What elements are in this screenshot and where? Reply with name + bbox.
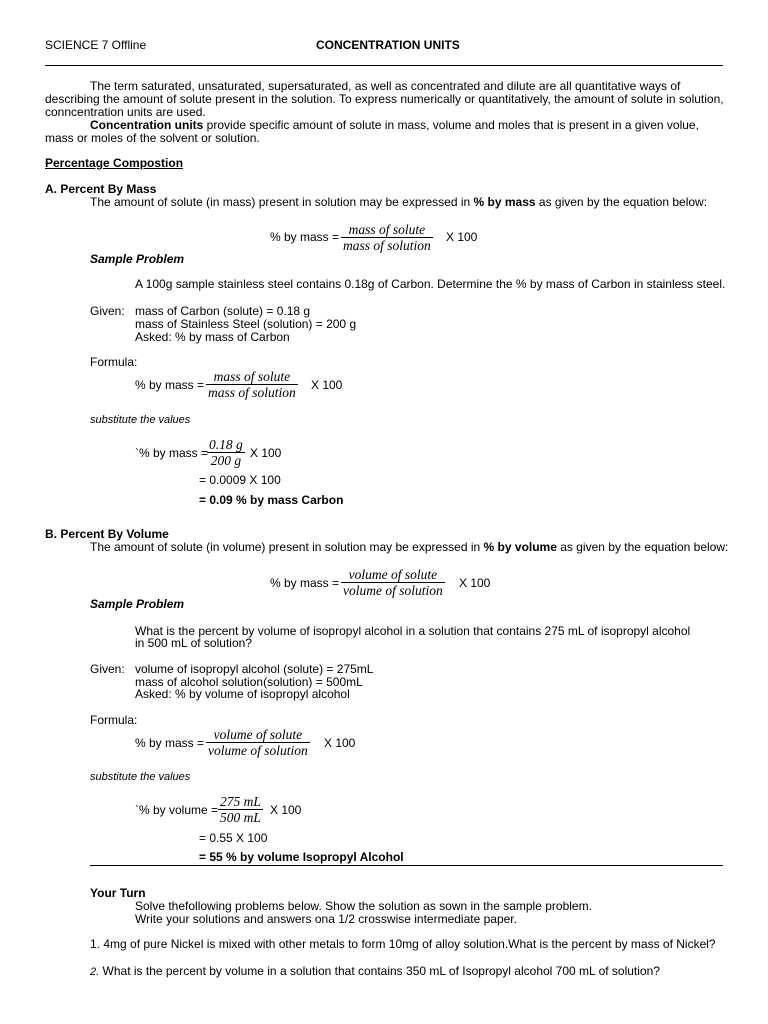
volume-formula-lhs: % by mass = [135, 736, 205, 750]
mass-heading: A. Percent By Mass [45, 182, 157, 196]
mass-given-line: Asked: % by mass of Carbon [135, 330, 290, 344]
mass-given-line: mass of Stainless Steel (solution) = 200 g [135, 317, 357, 331]
volume-desc-text: The amount of solute (in volume) present in solution may be expressed in [90, 540, 484, 554]
volume-substitution-fraction [218, 794, 263, 825]
mass-substitution-rhs: X 100 [250, 446, 282, 460]
volume-substitute-label: substitute the values [90, 771, 191, 783]
volume-formula-numerator: volume of solute [206, 727, 310, 743]
question-2 [90, 965, 660, 979]
volume-given-line: mass of alcohol solution(solution) = 500mL [135, 675, 363, 689]
mass-given-label: Given: [90, 304, 125, 318]
volume-desc-text-end: as given by the equation below: [556, 540, 729, 554]
intro-paragraph-2 [45, 119, 725, 145]
concentration-units-term: Concentration units [90, 118, 204, 132]
volume-problem-line: in 500 mL of solution? [135, 636, 252, 650]
mass-formula-fraction [206, 369, 298, 400]
mass-description [90, 196, 707, 209]
your-turn-instruction: Solve thefollowing problems below. Show the solution as sown in the sample problem. [135, 899, 592, 913]
volume-equation-fraction [341, 567, 445, 598]
volume-sample-label: Sample Problem [90, 597, 185, 611]
volume-formula-fraction [206, 727, 310, 758]
mass-substitute-label: substitute the values [90, 414, 191, 426]
mass-problem: A 100g sample stainless steel contains 0.18g of Carbon. Determine the % by mass of Carbon in stainless steel. [135, 277, 726, 291]
volume-heading: B. Percent By Volume [45, 527, 169, 541]
section-heading: Percentage Compostion [45, 156, 184, 170]
course-label: SCIENCE 7 Offline [45, 38, 147, 52]
mass-desc-text: The amount of solute (in mass) present in solution may be expressed in [90, 195, 474, 209]
volume-substitution-numerator: 275 mL [220, 794, 261, 809]
volume-equation-rhs: X 100 [459, 576, 491, 590]
mass-given-line: mass of Carbon (solute) = 0.18 g [135, 304, 311, 318]
mass-equation-fraction [341, 222, 433, 253]
header-divider [45, 65, 723, 66]
mass-formula-denominator: mass of solution [208, 385, 296, 400]
mass-formula-lhs: % by mass = [135, 378, 205, 392]
mass-substitution-numerator: 0.18 g [209, 437, 243, 452]
volume-step: = 0.55 X 100 [199, 831, 268, 845]
volume-desc-bold: % by volume [483, 540, 557, 554]
question-2-text: What is the percent by volume in a solution that contains 350 mL of Isopropyl alcohol 700 mL of solution? [99, 964, 660, 978]
intro-paragraph: The term saturated, unsaturated, supersaturated, as well as concentrated and dilute are all quantitative ways of describing the amount of solute present in the solution. To express numerically or quantitatively, the amount of solute in solution, conncentration units are used. [45, 79, 724, 119]
question-2-number: 2. [90, 966, 100, 978]
mass-formula-numerator: mass of solute [206, 369, 298, 385]
volume-substitution-rhs: X 100 [270, 803, 302, 817]
mass-substitution-denominator: 200 g [210, 453, 242, 468]
volume-answer: = 55 % by volume Isopropyl Alcohol [199, 850, 404, 864]
volume-given-label: Given: [90, 662, 125, 676]
your-turn-instruction: Write your solutions and answers ona 1/2 crosswise intermediate paper. [135, 912, 517, 926]
mass-equation-rhs: X 100 [446, 230, 478, 244]
volume-given-line: Asked: % by volume of isopropyl alcohol [135, 687, 350, 701]
section-divider [90, 865, 723, 866]
volume-formula-denominator: volume of solution [208, 743, 308, 758]
mass-sample-label: Sample Problem [90, 252, 185, 266]
mass-answer: = 0.09 % by mass Carbon [199, 493, 344, 507]
volume-formula-label: Formula: [90, 713, 138, 727]
volume-formula-rhs: X 100 [324, 736, 356, 750]
volume-problem-line: What is the percent by volume of isopropyl alcohol in a solution that contains 275 mL of isopropyl alcohol [135, 624, 691, 638]
volume-substitution-lhs: `% by volume = [135, 803, 219, 817]
volume-equation-numerator: volume of solute [341, 567, 445, 583]
mass-equation-lhs: % by mass = [270, 230, 340, 244]
mass-equation-numerator: mass of solute [341, 222, 433, 238]
mass-desc-bold: % by mass [473, 195, 536, 209]
concentration-units-definition: provide specific amount of solute in mass, volume and moles that is present in a given volue, mass or moles of the solvent or solution. [45, 118, 699, 145]
volume-substitution-denominator: 500 mL [220, 810, 261, 825]
your-turn-heading: Your Turn [90, 886, 146, 900]
mass-substitution-fraction [207, 437, 245, 468]
mass-formula-label: Formula: [90, 355, 138, 369]
mass-equation-denominator: mass of solution [343, 238, 431, 253]
mass-step: = 0.0009 X 100 [199, 473, 281, 487]
volume-equation-lhs: % by mass = [270, 576, 340, 590]
volume-equation-denominator: volume of solution [343, 583, 443, 598]
mass-desc-text-end: as given by the equation below: [535, 195, 708, 209]
page-title: CONCENTRATION UNITS [316, 38, 460, 52]
volume-given-line: volume of isopropyl alcohol (solute) = 275mL [135, 662, 374, 676]
mass-substitution-lhs: `% by mass = [135, 446, 209, 460]
mass-formula-rhs: X 100 [311, 378, 343, 392]
question-1: 1. 4mg of pure Nickel is mixed with other metals to form 10mg of alloy solution.What is the percent by mass of Nickel? [90, 937, 716, 951]
volume-description [90, 541, 728, 554]
